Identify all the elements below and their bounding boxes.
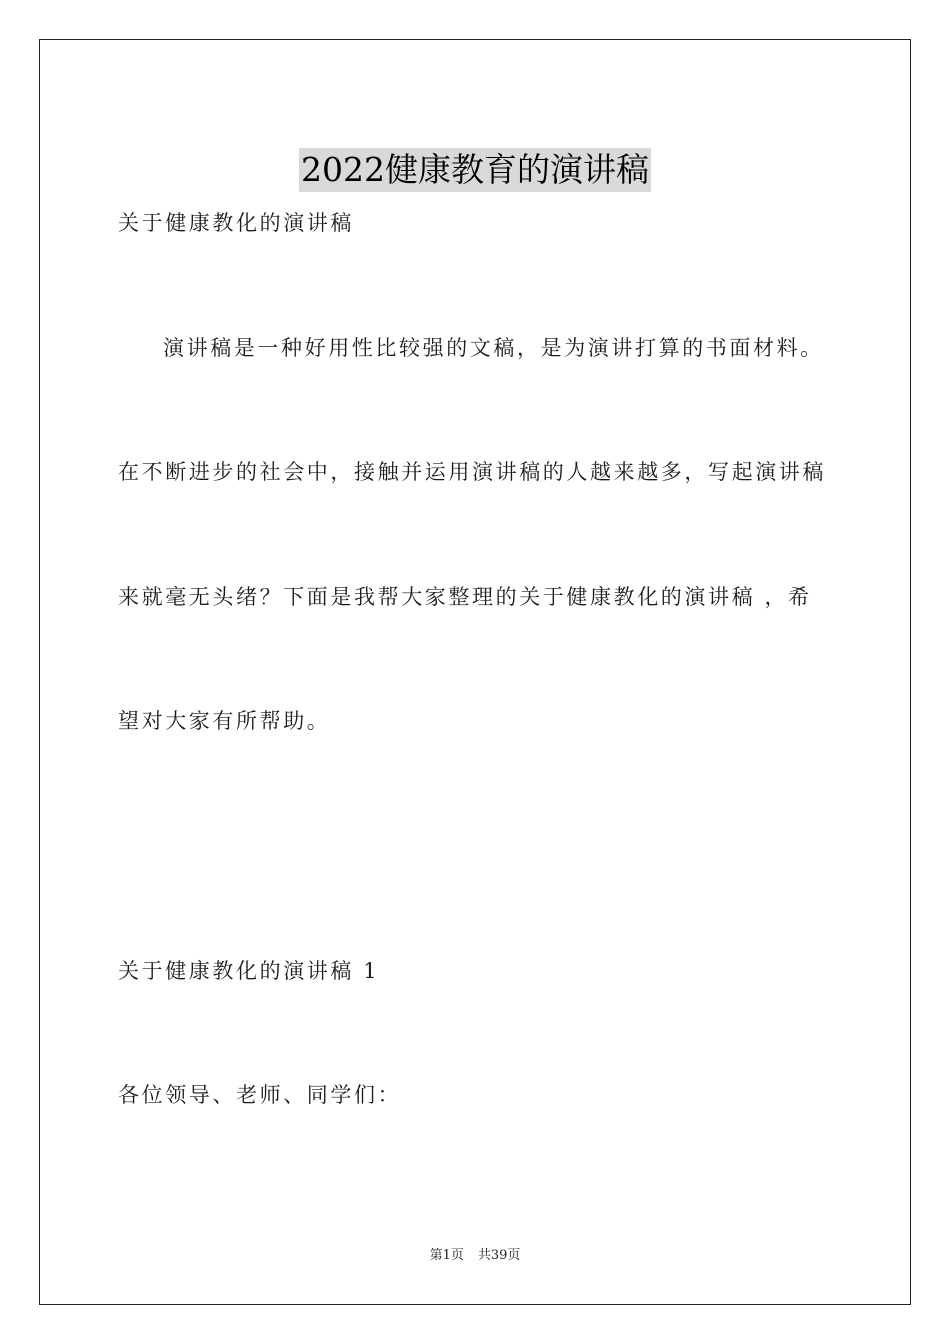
document-subtitle: 关于健康教化的演讲稿	[118, 211, 354, 235]
intro-line-1: 演讲稿是一种好用性比较强的文稿，是为演讲打算的书面材料。	[163, 336, 824, 360]
title-container	[0, 126, 950, 214]
section-heading: 关于健康教化的演讲稿 1	[118, 959, 380, 983]
page-number: 第1页	[429, 1248, 464, 1263]
page-total: 共39页	[477, 1248, 521, 1263]
intro-line-4: 望对大家有所帮助。	[118, 709, 331, 733]
intro-line-3: 来就毫无头绪？下面是我帮大家整理的关于健康教化的演讲稿 ，希	[118, 585, 812, 609]
intro-line-2: 在不断进步的社会中，接触并运用演讲稿的人越来越多，写起演讲稿	[118, 460, 826, 484]
page-footer	[0, 1247, 950, 1265]
salutation: 各位领导、老师、同学们：	[118, 1083, 402, 1107]
document-title: 2022健康教育的演讲稿	[299, 148, 651, 192]
